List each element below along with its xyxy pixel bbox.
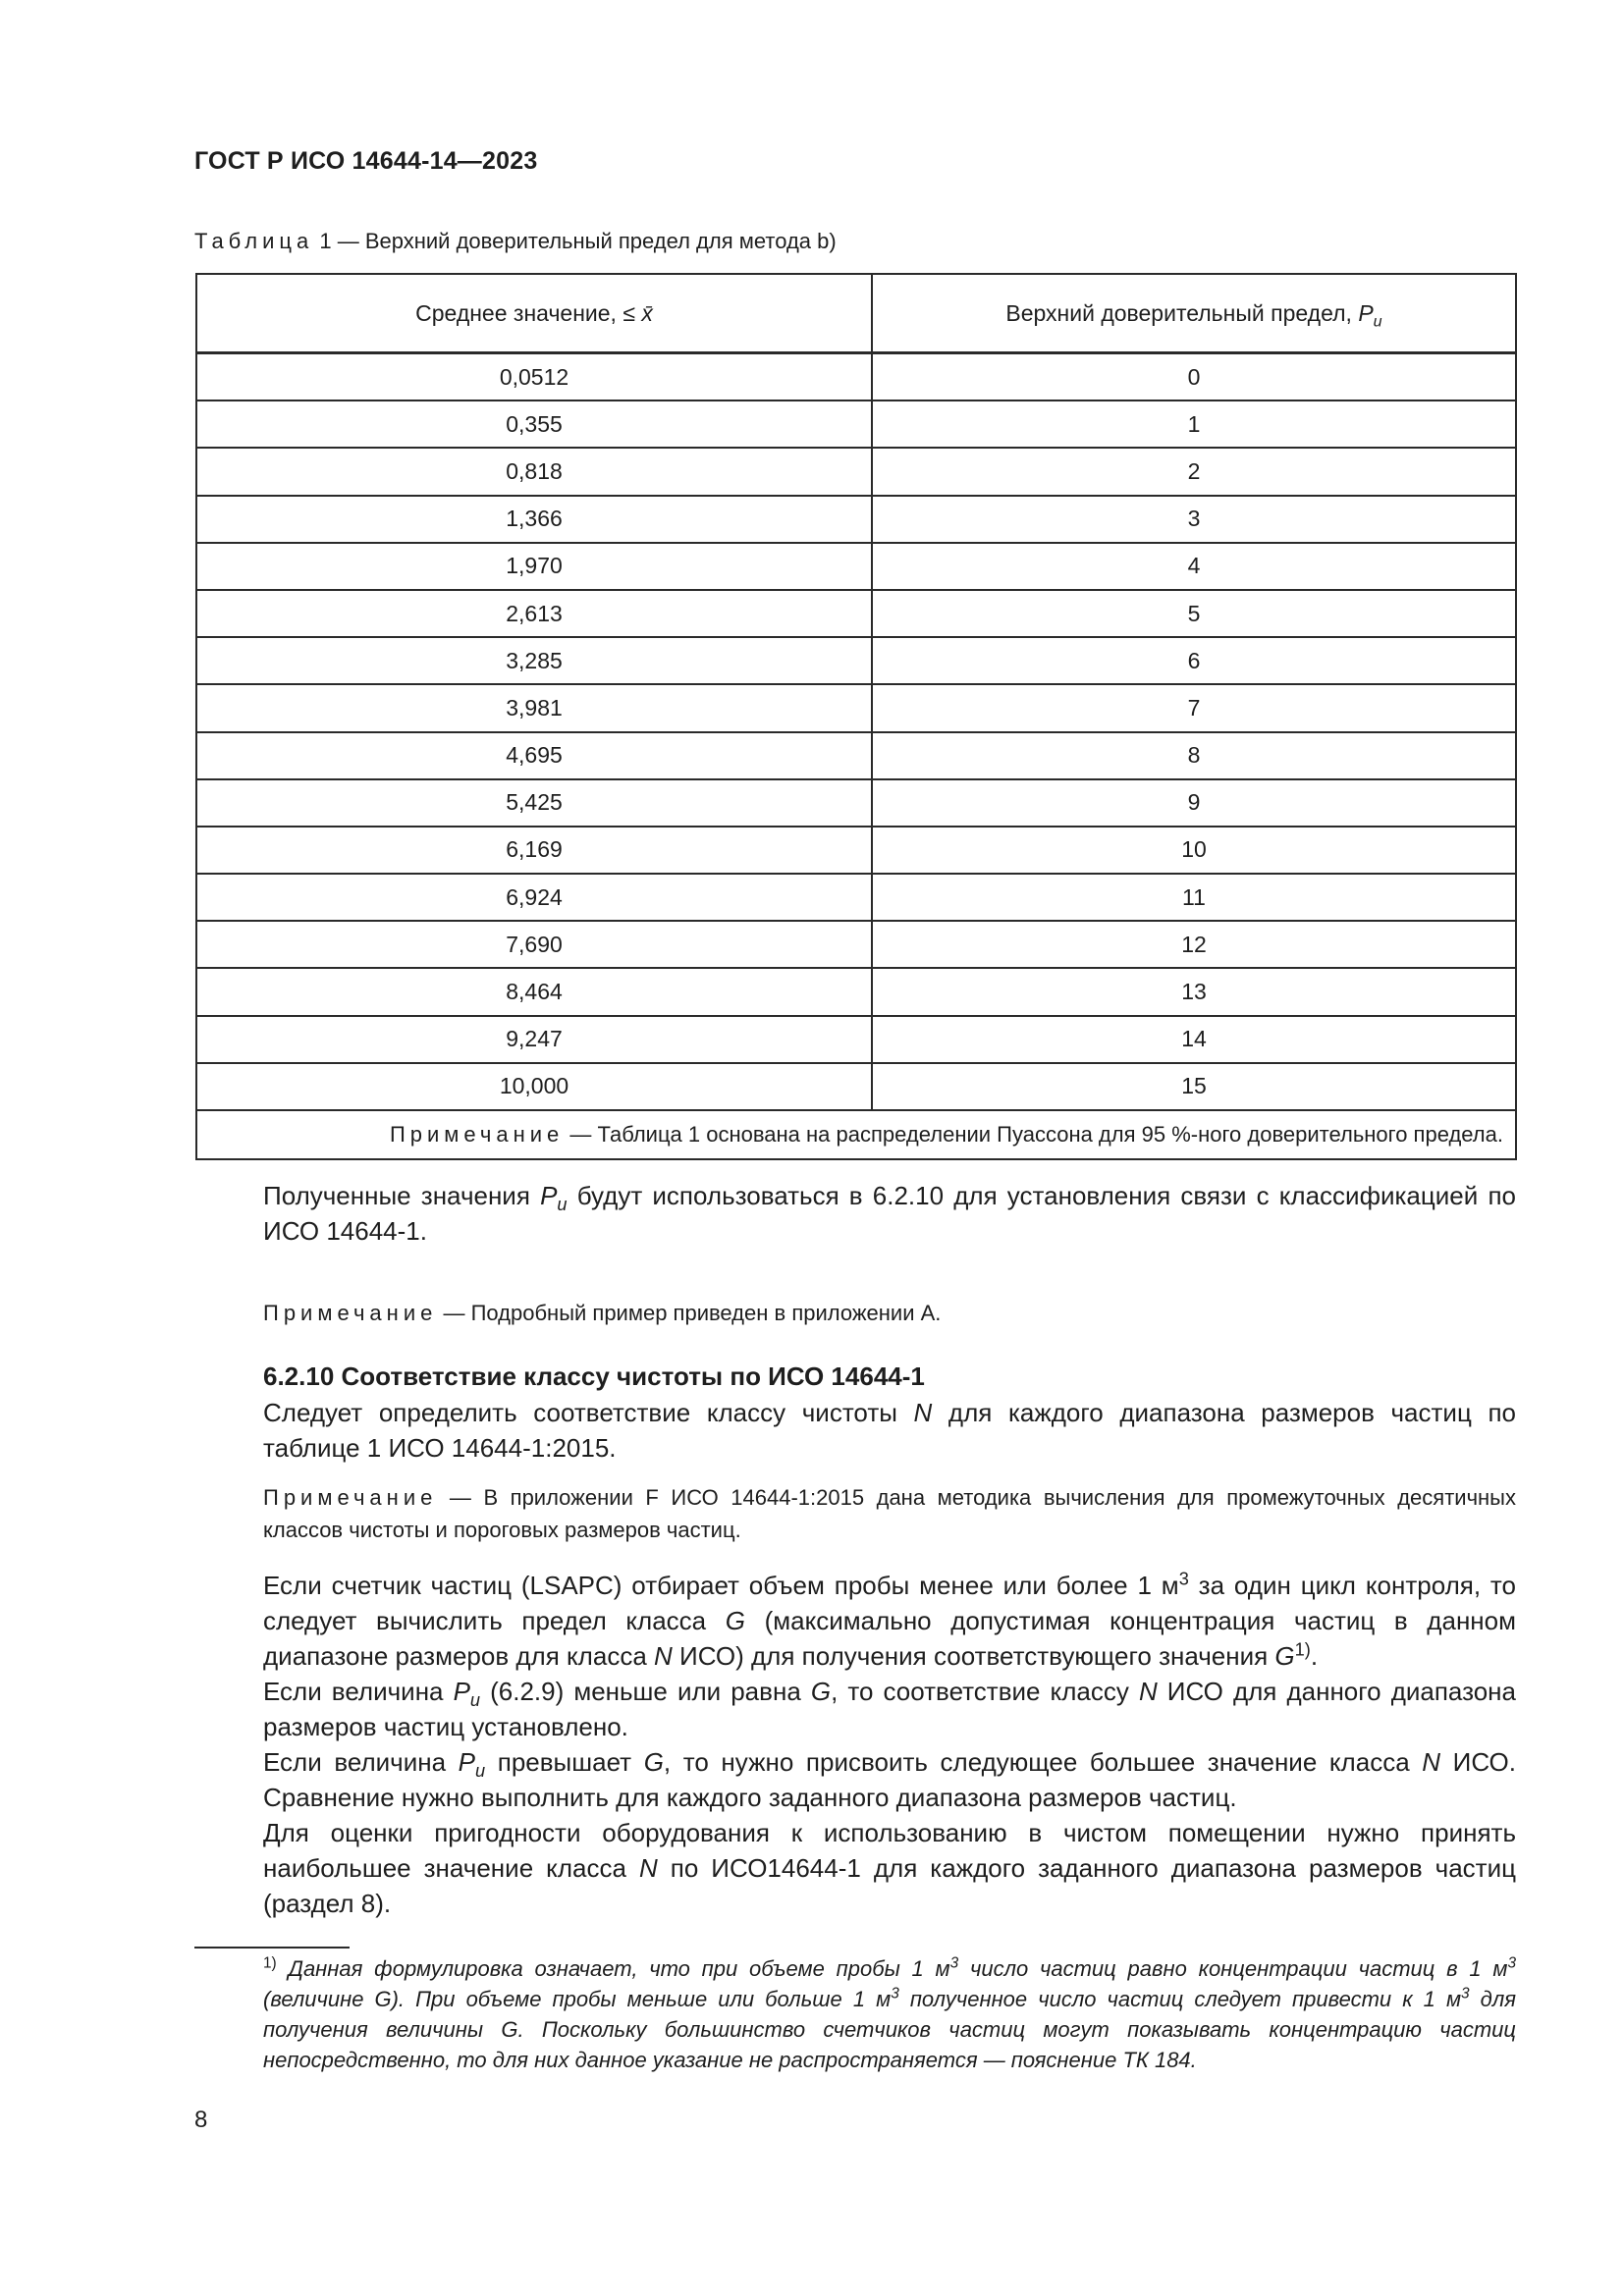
paragraph-pu-less-equal: Если величина $P_u$ (6.2.9) меньше или равна G, то соответствие классу N ИСО для данного диапазона размеров частиц установлено.	[263, 1677, 1517, 1741]
upper-limit-cell: 1	[872, 400, 1516, 448]
column-header-upper-limit: Верхний доверительный предел, $P_u$	[872, 274, 1516, 353]
mean-value-cell: 2,613	[196, 590, 872, 637]
mean-value-cell: 0,818	[196, 448, 872, 495]
document-header: ГОСТ Р ИСО 14644-14—2023	[194, 147, 538, 175]
mean-symbol: x̄	[641, 299, 653, 326]
footnote-ref: 1)	[1294, 1639, 1311, 1660]
table-header-row	[196, 274, 1516, 353]
upper-limit-cell: 14	[872, 1016, 1516, 1063]
mean-value-cell: 6,924	[196, 874, 872, 921]
note-example: Примечание — Подробный пример приведен в приложении А.	[263, 1301, 942, 1325]
paragraph-lsapc: Если счетчик частиц (LSAPC) отбирает объем пробы менее или более 1 $м^3$ за один цикл контроля, то следует вычислить предел класса G (максимально допустимая концентрация частиц в данном диапазоне размеров для класса N ИСО) для получения соответствующего значения $G^{1)}$.	[263, 1569, 1516, 1671]
mean-value-cell: 8,464	[196, 968, 872, 1015]
table-row	[196, 543, 1516, 590]
confidence-limit-table	[195, 273, 1517, 1160]
note-annex-f: Примечание — В приложении F ИСО 14644-1:2015 дана методика вычисления для промежуточных десятичных классов чистоты и пороговых размеров частиц.	[263, 1485, 1516, 1542]
mean-value-cell: 5,425	[196, 779, 872, 827]
table-caption-text: 1 — Верхний доверительный предел для метода b)	[319, 229, 837, 253]
upper-limit-cell: 11	[872, 874, 1516, 921]
upper-limit-cell: 4	[872, 543, 1516, 590]
table-row	[196, 496, 1516, 543]
table-row	[196, 968, 1516, 1015]
upper-limit-cell: 8	[872, 732, 1516, 779]
paragraph-pu-exceeds: Если величина $P_u$ превышает G, то нужно присвоить следующее большее значение класса N ИСО. Сравнение нужно выполнить для каждого заданного диапазона размеров частиц.	[263, 1747, 1516, 1812]
table-row	[196, 827, 1516, 874]
upper-limit-cell: 3	[872, 496, 1516, 543]
table-body	[196, 353, 1516, 1111]
table-row	[196, 1016, 1516, 1063]
section-title: 6.2.10 Соответствие классу чистоты по ИСО 14644-1	[263, 1362, 925, 1391]
mean-value-cell: 10,000	[196, 1063, 872, 1110]
table-row	[196, 448, 1516, 495]
mean-value-cell: 4,695	[196, 732, 872, 779]
table-row	[196, 1063, 1516, 1110]
table-row	[196, 874, 1516, 921]
table-row	[196, 732, 1516, 779]
upper-limit-cell: 7	[872, 684, 1516, 731]
mean-value-cell: 3,981	[196, 684, 872, 731]
upper-limit-cell: 10	[872, 827, 1516, 874]
mean-value-cell: 0,0512	[196, 353, 872, 401]
mean-value-cell: 0,355	[196, 400, 872, 448]
table-row	[196, 684, 1516, 731]
mean-value-cell: 9,247	[196, 1016, 872, 1063]
mean-value-cell: 6,169	[196, 827, 872, 874]
upper-limit-cell: 15	[872, 1063, 1516, 1110]
paragraph-class-conformity: Следует определить соответствие классу чистоты N для каждого диапазона размеров частиц по таблице 1 ИСО 14644-1:2015.	[263, 1398, 1516, 1463]
mean-value-cell: 3,285	[196, 637, 872, 684]
column-header-mean: Среднее значение, ≤ x̄	[196, 274, 872, 353]
upper-limit-cell: 6	[872, 637, 1516, 684]
upper-limit-cell: 12	[872, 921, 1516, 968]
table-row	[196, 590, 1516, 637]
pu-symbol: $P_u$	[1358, 299, 1382, 331]
upper-limit-cell: 0	[872, 353, 1516, 401]
paragraph-suitability: Для оценки пригодности оборудования к использованию в чистом помещении нужно принять наибольшее значение класса N по ИСО14644-1 для каждого заданного диапазона размеров частиц (раздел 8).	[263, 1818, 1516, 1918]
table-row	[196, 637, 1516, 684]
mean-value-cell: 7,690	[196, 921, 872, 968]
mean-value-cell: 1,970	[196, 543, 872, 590]
mean-value-cell: 1,366	[196, 496, 872, 543]
table-row	[196, 779, 1516, 827]
upper-limit-cell: 5	[872, 590, 1516, 637]
table-caption	[194, 229, 837, 254]
upper-limit-cell: 13	[872, 968, 1516, 1015]
upper-limit-cell: 2	[872, 448, 1516, 495]
footnote: $^{1)}$ Данная формулировка означает, что при объеме пробы 1 $м^3$ число частиц равно концентрации частиц в 1 $м^3$ (величине G). При объеме пробы меньше или больше 1 $м^3$ полученное число частиц следует привести к 1 $м^3$ для получения величины G. Поскольку большинство счетчиков частиц могут показывать концентрацию частиц непосредственно, то для них данное указание не распространяется — пояснение ТК 184.	[263, 1954, 1516, 2072]
upper-limit-cell: 9	[872, 779, 1516, 827]
table-row	[196, 921, 1516, 968]
table-note: Примечание — Таблица 1 основана на распределении Пуассона для 95 %-ного доверительного предела.	[196, 1110, 1516, 1159]
footnote-divider	[194, 1947, 350, 1949]
page-number: 8	[194, 2107, 208, 2133]
table-row	[196, 400, 1516, 448]
table-note-row	[196, 1110, 1516, 1159]
table-caption-label: Таблица	[194, 229, 314, 253]
paragraph-pu-usage: Полученные значения $P_u$ будут использоваться в 6.2.10 для установления связи с классификацией по ИСО 14644-1.	[263, 1181, 1516, 1246]
table-row	[196, 353, 1516, 401]
